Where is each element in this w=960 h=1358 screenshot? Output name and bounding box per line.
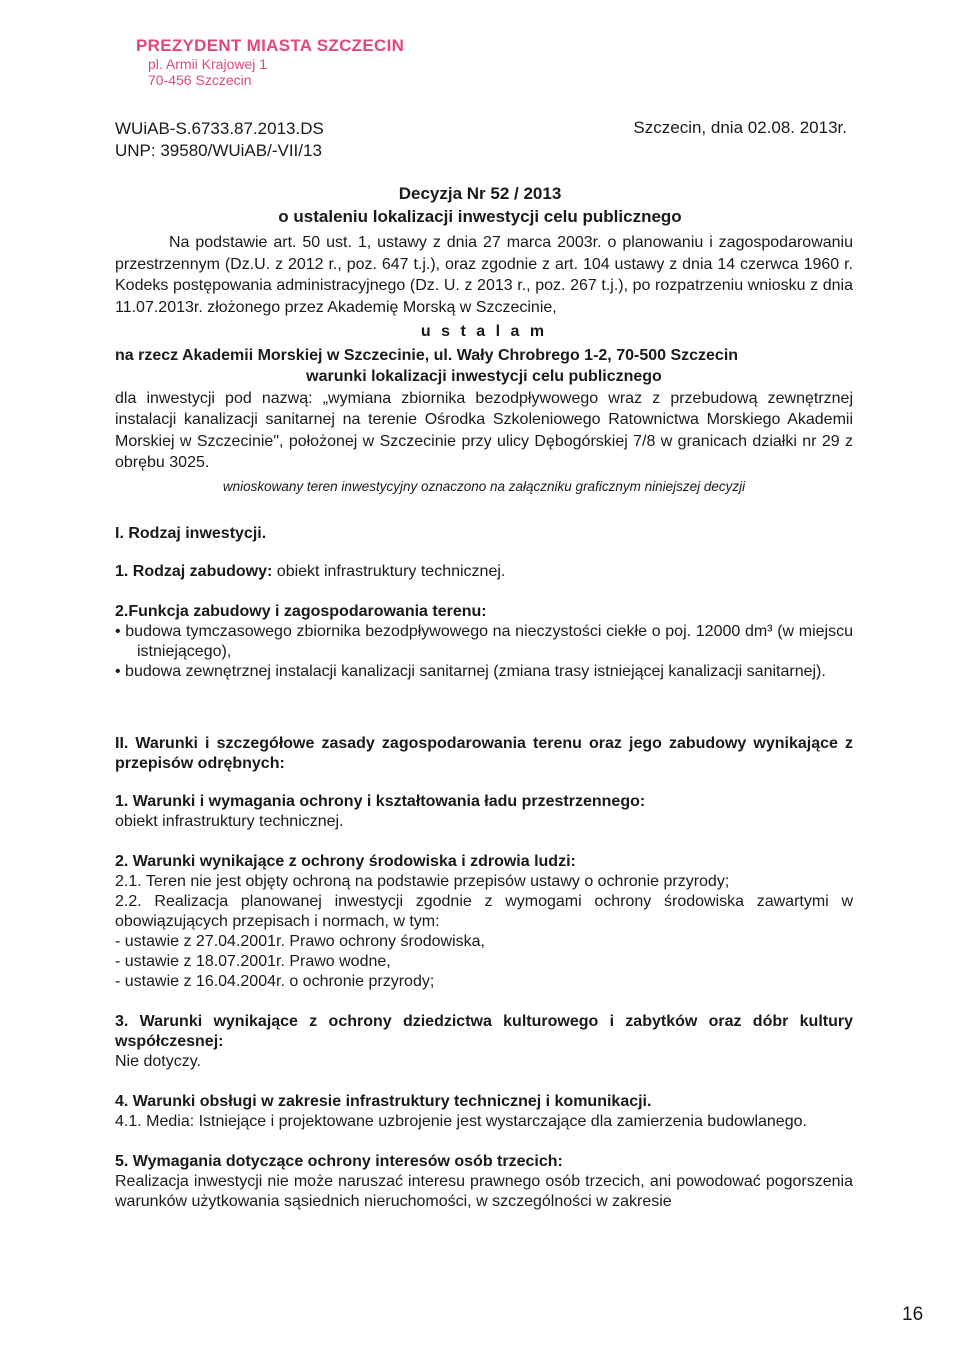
reference-number: WUiAB-S.6733.87.2013.DS <box>115 119 324 138</box>
function-bullet-1: • budowa tymczasowego zbiornika bezodpływowego na nieczystości ciekłe o poj. 12000 dm³ (w miejscu istniejącego), <box>115 623 853 660</box>
beneficiary: na rzecz Akademii Morskiej w Szczecinie, ul. Wały Chrobrego 1-2, 70-500 Szczecin <box>115 346 739 364</box>
heritage-title: 3. Warunki wynikające z ochrony dziedzictwa kulturowego i zabytków oraz dóbr kultury współczesnej: <box>115 1013 853 1050</box>
spatial-order-text: obiekt infrastruktury technicznej. <box>115 813 344 830</box>
preamble: Na podstawie art. 50 ust. 1, ustawy z dnia 27 marca 2003r. o planowaniu i zagospodarowaniu przestrzennym (Dz.U. z 2012 r., poz. 647 t.j.), oraz zgodnie z art. 104 ustawy z dnia 14 czerwca 1960 r. Kodeks postępowania administracyjnego (Dz. U. z 2013 r., poz. 267 t.j.), po rozpatrzeniu wniosku z dnia 11.07.2013r. złożonego przez Akademię Morską w Szczecinie, <box>115 234 853 316</box>
place-date: Szczecin, dnia 02.08. 2013r. <box>633 118 847 137</box>
infrastructure-4-1: 4.1. Media: Istniejące i projektowane uzbrojenie jest wystarczające dla zamierzenia budowlanego. <box>115 1113 807 1130</box>
environment-title: 2. Warunki wynikające z ochrony środowiska i zdrowia ludzi: <box>115 853 576 870</box>
function-bullet-2: • budowa zewnętrznej instalacji kanalizacji sanitarnej (zmiana trasy istniejącej kanalizacji sanitarnej). <box>115 663 826 680</box>
environment-law-1: - ustawie z 27.04.2001r. Prawo ochrony środowiska, <box>115 933 485 950</box>
decision-title: Decyzja Nr 52 / 2013 <box>398 184 562 203</box>
section-1-title: I. Rodzaj inwestycji. <box>115 525 267 542</box>
office-stamp <box>136 36 404 88</box>
section-2 <box>115 734 853 1212</box>
third-party-title: 5. Wymagania dotyczące ochrony interesów osób trzecich: <box>115 1153 563 1170</box>
stamp-line-3: 70-456 Szczecin <box>148 71 252 88</box>
heritage-text: Nie dotyczy. <box>115 1053 201 1070</box>
environment-2-2: 2.2. Realizacja planowanej inwestycji zgodnie z wymogami ochrony środowiska zawartymi w obowiązujących przepisach i normach, w tym: <box>115 893 853 930</box>
decision-subtitle: o ustaleniu lokalizacji inwestycji celu publicznego <box>278 207 682 226</box>
infrastructure-title: 4. Warunki obsługi w zakresie infrastruktury technicznej i komunikacji. <box>115 1093 652 1110</box>
section-2-title: II. Warunki i szczegółowe zasady zagospodarowania terenu oraz jego zabudowy wynikające z przepisów odrębnych: <box>115 735 853 772</box>
third-party-text: Realizacja inwestycji nie może naruszać interesu prawnego osób trzecich, ani powodować pogorszenia warunków użytkowania sąsiednich nieruchomości, w szczególności w zakresie <box>115 1173 853 1210</box>
function-title: 2.Funkcja zabudowy i zagospodarowania terenu: <box>115 603 487 620</box>
building-type <box>115 562 853 582</box>
building-type-value: obiekt infrastruktury technicznej. <box>276 563 506 580</box>
page-number: 16 <box>902 1304 924 1325</box>
environment-law-3: - ustawie z 16.04.2004r. o ochronie przyrody; <box>115 973 435 990</box>
conditions-title: warunki lokalizacji inwestycji celu publicznego <box>306 368 662 385</box>
environment-2-1: 2.1. Teren nie jest objęty ochroną na podstawie przepisów ustawy o ochronie przyrody; <box>115 873 730 890</box>
decision-body <box>115 232 853 497</box>
investment-description: dla inwestycji pod nazwą: „wymiana zbiornika bezodpływowego wraz z przebudową zewnętrznej instalacji kanalizacji sanitarnej na terenie Ośrodka Szkoleniowego Ratownictwa Morskiego Akademii Morskiej w Szczecinie", położonej w Szczecinie przy ulicy Dębogórskiej 7/8 w granicach działki nr 29 z obrębu 3025. <box>115 389 853 471</box>
attachment-note: wnioskowany teren inwestycyjny oznaczono na załączniku graficznym niniejszej decyzji <box>222 478 746 494</box>
unp-number: UNP: 39580/WUiAB/-VII/13 <box>115 141 322 160</box>
environment-law-2: - ustawie z 18.07.2001r. Prawo wodne, <box>115 953 391 970</box>
building-type-label: 1. Rodzaj zabudowy: <box>115 563 273 580</box>
reference-numbers <box>115 118 324 162</box>
spatial-order-title: 1. Warunki i wymagania ochrony i kształtowania ładu przestrzennego: <box>115 793 646 810</box>
ustalam-heading: u s t a l a m <box>420 323 548 340</box>
stamp-line-1: PREZYDENT MIASTA SZCZECIN <box>136 36 405 55</box>
section-1 <box>115 524 853 682</box>
stamp-line-2: pl. Armii Krajowej 1 <box>148 55 268 72</box>
